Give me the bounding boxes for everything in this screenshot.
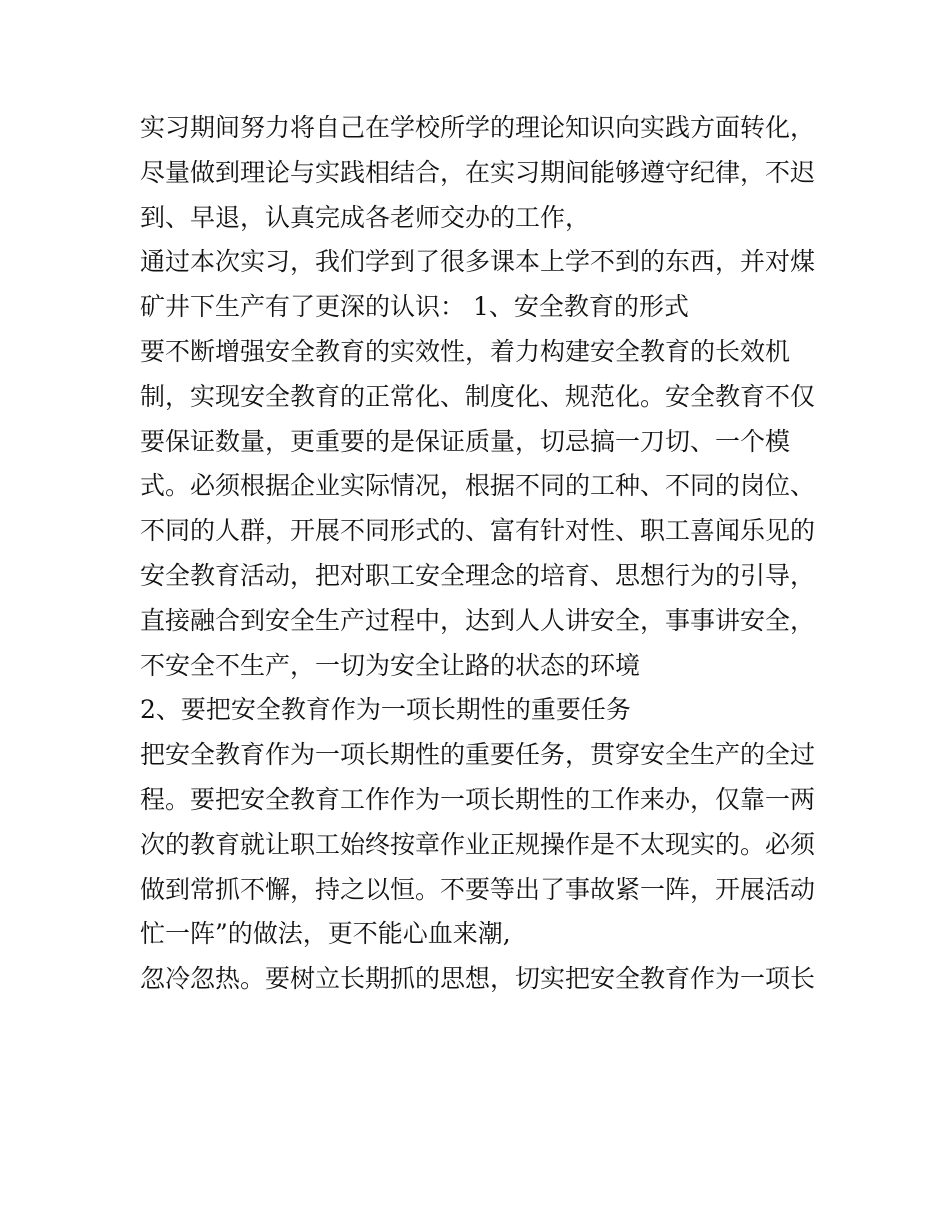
text-line: 安全教育活动，把对职工安全理念的培育、思想行为的引导， bbox=[140, 560, 816, 590]
text-line: 做到常抓不懈，持之以恒。不要等出了事故紧一阵，开展活动 bbox=[140, 874, 816, 904]
text-line: 不同的人群，开展不同形式的、富有针对性、职工喜闻乐见的 bbox=[140, 516, 816, 546]
text-line: 矿井下生产有了更深的认识： 1、安全教育的形式 bbox=[140, 292, 689, 322]
text-line: 要保证数量，更重要的是保证质量，切忌搞一刀切、一个模 bbox=[140, 426, 791, 456]
text-line: 式。必须根据企业实际情况，根据不同的工种、不同的岗位、 bbox=[140, 471, 816, 501]
text-line: 到、早退，认真完成各老师交办的工作， bbox=[140, 202, 591, 232]
text-line: 制，实现安全教育的正常化、制度化、规范化。安全教育不仅 bbox=[140, 381, 816, 411]
text-line: 实习期间努力将自己在学校所学的理论知识向实践方面转化， bbox=[140, 113, 816, 142]
body-text bbox=[140, 106, 820, 1002]
text-line: 直接融合到安全生产过程中，达到人人讲安全，事事讲安全， bbox=[140, 605, 816, 635]
text-line: 忽冷忽热。要树立长期抓的思想，切实把安全教育作为一项长 bbox=[140, 964, 816, 994]
text-line: 要不断增强安全教育的实效性，着力构建安全教育的长效机 bbox=[140, 336, 791, 366]
text-line: 次的教育就让职工始终按章作业正规操作是不太现实的。必须 bbox=[140, 829, 816, 859]
text-line: 尽量做到理论与实践相结合，在实习期间能够遵守纪律，不迟 bbox=[140, 157, 816, 187]
section-heading: 2、要把安全教育作为一项长期性的重要任务 bbox=[140, 695, 631, 725]
text-line: 把安全教育作为一项长期性的重要任务，贯穿安全生产的全过 bbox=[140, 740, 816, 770]
text-line: 忙一阵”的做法，更不能心血来潮, bbox=[140, 919, 511, 949]
text-line: 通过本次实习，我们学到了很多课本上学不到的东西，并对煤 bbox=[140, 247, 816, 277]
text-line: 不安全不生产，一切为安全让路的状态的环境 bbox=[140, 650, 641, 680]
text-line: 程。要把安全教育工作作为一项长期性的工作来办，仅靠一两 bbox=[140, 784, 816, 814]
